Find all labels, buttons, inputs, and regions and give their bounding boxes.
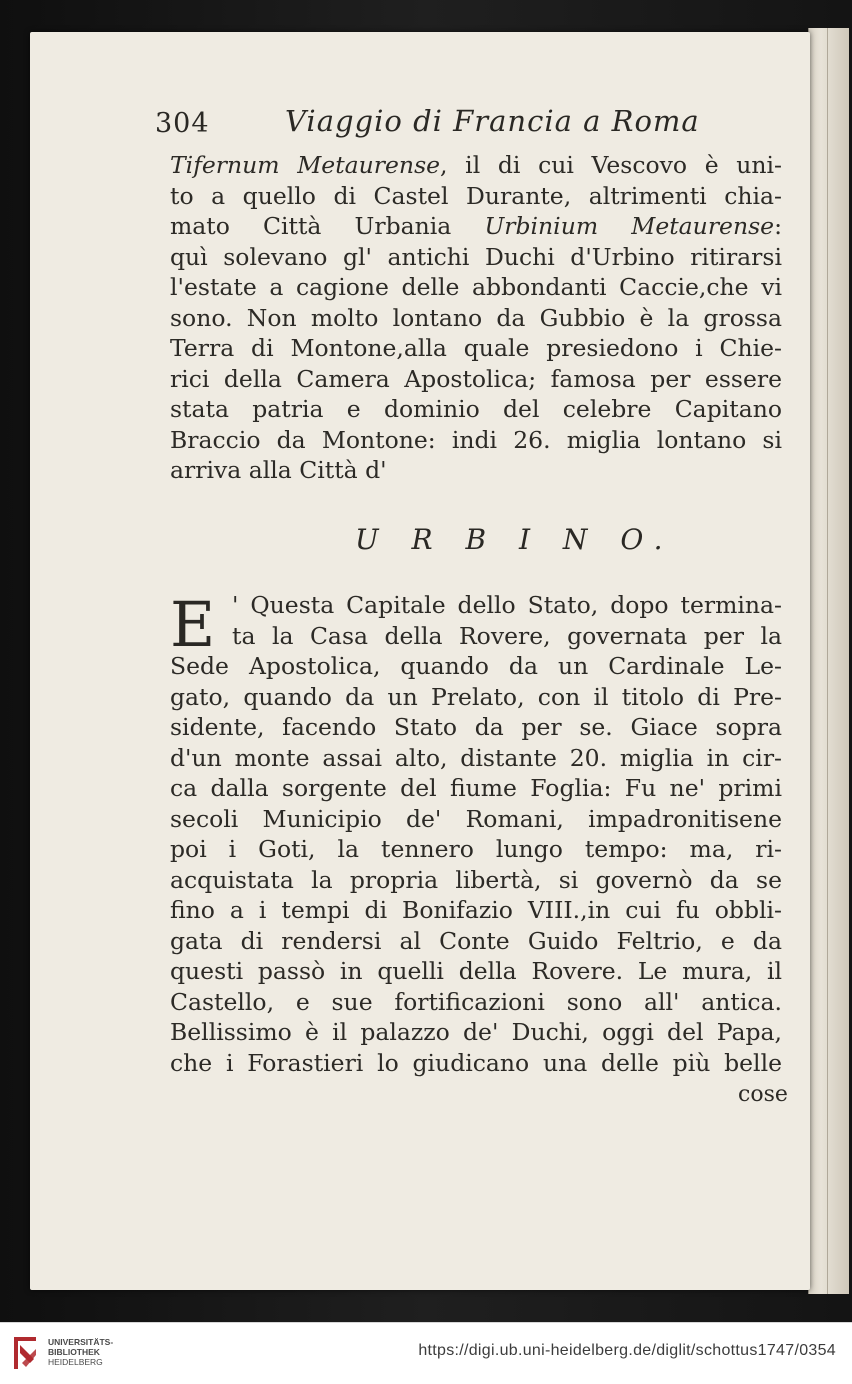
page-header bbox=[155, 104, 715, 144]
line-text: : bbox=[774, 212, 782, 240]
text-line bbox=[170, 272, 782, 303]
text-line: ca dalla sorgente del fiume Foglia: Fu ne' primi bbox=[170, 774, 782, 802]
line-text: quì solevano gl' antichi Duchi d'Urbino ritirarsi bbox=[170, 242, 782, 271]
institution-line: BIBLIOTHEK bbox=[48, 1347, 100, 1357]
text-line bbox=[170, 303, 782, 334]
catchword: cose bbox=[738, 1082, 788, 1107]
text-line: fino a i tempi di Bonifazio VIII.,in cui fu obbli- bbox=[170, 896, 782, 924]
text-line bbox=[170, 455, 782, 486]
text-line: sidente, facendo Stato da per se. Giace sopra bbox=[170, 713, 782, 741]
footer-bar bbox=[0, 1322, 852, 1384]
line-text: Braccio da Montone: indi 26. miglia lontano si bbox=[170, 425, 782, 454]
text-line: poi i Goti, la tennero lungo tempo: ma, ri- bbox=[170, 835, 782, 863]
institution-name bbox=[48, 1337, 113, 1367]
text-line: ' Questa Capitale dello Stato, dopo termina- bbox=[232, 591, 782, 619]
text-line bbox=[170, 211, 782, 242]
line-text: sono. Non molto lontano da Gubbio è la grossa bbox=[170, 303, 782, 332]
text-line: d'un monte assai alto, distante 20. miglia in cir- bbox=[170, 743, 782, 772]
line-text: to a quello di Castel Durante, altrimenti chia- bbox=[170, 181, 782, 210]
text-line: ta la Casa della Rovere, governata per la bbox=[232, 621, 782, 650]
text-line bbox=[170, 333, 782, 364]
latin-place-name: Tifernum Metaurense bbox=[170, 151, 441, 179]
text-line: Sede Apostolica, quando da un Cardinale Le- bbox=[170, 652, 782, 680]
line-text: mato Città Urbania bbox=[170, 212, 485, 240]
section-heading: U R B I N O. bbox=[355, 523, 675, 556]
book-page-edge bbox=[808, 28, 849, 1294]
text-line bbox=[170, 364, 782, 395]
permalink-url[interactable]: https://digi.ub.uni-heidelberg.de/diglit/schottus1747/0354 bbox=[418, 1342, 836, 1359]
text-line: gata di rendersi al Conte Guido Feltrio, e da bbox=[170, 926, 782, 955]
paragraph-2 bbox=[170, 590, 782, 1078]
text-line bbox=[170, 181, 782, 212]
running-title: Viaggio di Francia a Roma bbox=[285, 104, 700, 138]
line-text: Terra di Montone,alla quale presiedono i Chie- bbox=[170, 334, 782, 362]
text-line: acquistata la propria libertà, si governò da se bbox=[170, 865, 782, 894]
text-line bbox=[170, 242, 782, 273]
institution-line: UNIVERSITÄTS- bbox=[48, 1337, 114, 1347]
drop-capital: E bbox=[170, 588, 216, 661]
text-line: secoli Municipio de' Romani, impadronitisene bbox=[170, 804, 782, 833]
heidelberg-library-logo-icon[interactable] bbox=[10, 1333, 40, 1373]
line-text: stata patria e dominio del celebre Capitano bbox=[170, 395, 782, 423]
text-line: gato, quando da un Prelato, con il titolo di Pre- bbox=[170, 682, 782, 711]
text-line: questi passò in quelli della Rovere. Le mura, il bbox=[170, 957, 782, 985]
text-line bbox=[170, 425, 782, 456]
institution-line: HEIDELBERG bbox=[48, 1357, 103, 1367]
line-text: l'estate a cagione delle abbondanti Caccie,che vi bbox=[170, 273, 782, 301]
line-text: , il di cui Vescovo è uni- bbox=[440, 151, 782, 179]
paragraph-1 bbox=[170, 150, 782, 486]
text-line: che i Forastieri lo giudicano una delle più belle bbox=[170, 1048, 782, 1077]
text-line bbox=[170, 150, 782, 181]
text-line: Bellissimo è il palazzo de' Duchi, oggi del Papa, bbox=[170, 1018, 782, 1046]
line-text: rici della Camera Apostolica; famosa per essere bbox=[170, 364, 782, 393]
text-line bbox=[170, 394, 782, 425]
line-text: arriva alla Città d' bbox=[170, 456, 387, 484]
latin-place-name: Urbinium Metaurense bbox=[484, 212, 775, 240]
text-line: Castello, e sue fortificazioni sono all' antica. bbox=[170, 987, 782, 1016]
page-number: 304 bbox=[155, 108, 210, 139]
